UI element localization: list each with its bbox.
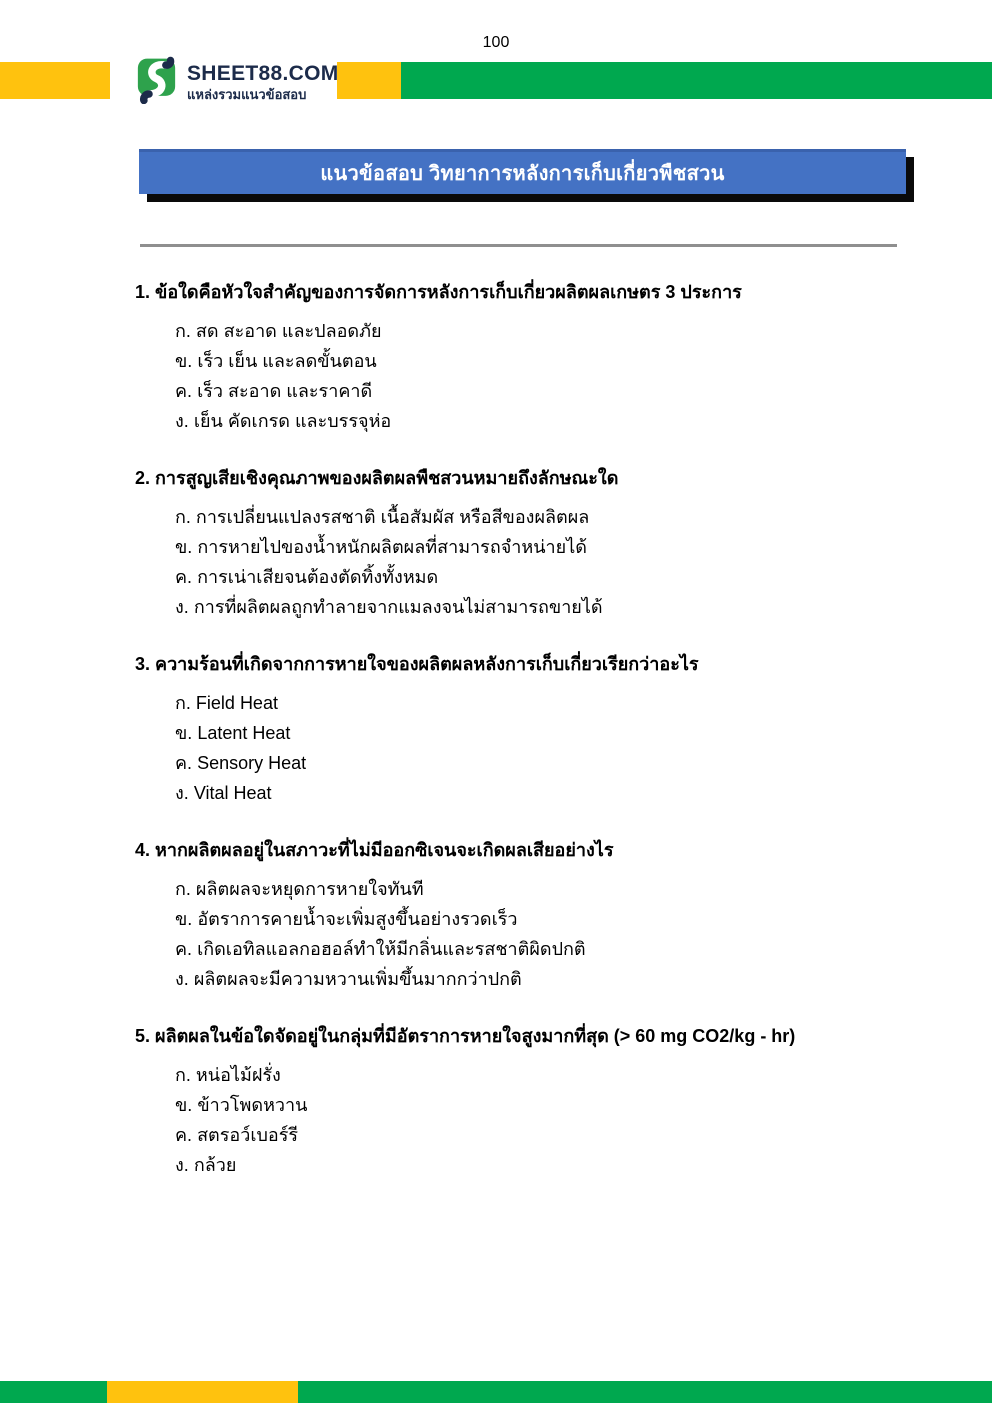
option-text: สตรอว์เบอร์รี bbox=[197, 1125, 299, 1145]
option-d bbox=[135, 964, 925, 994]
question-number: 4. bbox=[135, 840, 151, 860]
footer-green-bar-left bbox=[0, 1381, 107, 1403]
question-4 bbox=[135, 837, 925, 994]
option-c bbox=[135, 748, 925, 778]
option-d bbox=[135, 1150, 925, 1180]
option-c bbox=[135, 562, 925, 592]
question-heading bbox=[135, 465, 925, 491]
option-label: ก. bbox=[175, 321, 191, 341]
option-label: ง. bbox=[175, 597, 189, 617]
option-c bbox=[135, 1120, 925, 1150]
option-b bbox=[135, 346, 925, 376]
document-title: แนวข้อสอบ วิทยาการหลังการเก็บเกี่ยวพืชสวน bbox=[320, 163, 725, 185]
option-a bbox=[135, 688, 925, 718]
question-number: 1. bbox=[135, 282, 151, 302]
option-label: ค. bbox=[175, 1125, 193, 1145]
option-label: ง. bbox=[175, 783, 189, 803]
question-5 bbox=[135, 1023, 925, 1180]
option-label: ง. bbox=[175, 411, 189, 431]
page-number: 100 bbox=[482, 34, 510, 51]
question-number: 5. bbox=[135, 1026, 151, 1046]
option-label: ข. bbox=[175, 351, 193, 371]
option-b bbox=[135, 1090, 925, 1120]
option-label: ข. bbox=[175, 537, 193, 557]
question-heading bbox=[135, 279, 925, 305]
footer-green-bar-right bbox=[298, 1381, 992, 1403]
option-d bbox=[135, 592, 925, 622]
option-text: กล้วย bbox=[193, 1155, 237, 1175]
footer-yellow-bar bbox=[107, 1381, 298, 1403]
question-3 bbox=[135, 651, 925, 808]
option-text: การเปลี่ยนแปลงรสชาติ เนื้อสัมผัส หรือสีของผลิตผล bbox=[195, 507, 590, 527]
question-list bbox=[135, 279, 925, 1209]
option-label: ก. bbox=[175, 693, 191, 713]
option-text: การเน่าเสียจนต้องตัดทิ้งทั้งหมด bbox=[197, 567, 439, 587]
option-label: ค. bbox=[175, 381, 193, 401]
option-label: ข. bbox=[175, 1095, 193, 1115]
header-yellow-bar-left bbox=[0, 62, 110, 99]
header-green-bar bbox=[401, 62, 992, 99]
question-text: หากผลิตผลอยู่ในสภาวะที่ไม่มีออกซิเจนจะเกิดผลเสียอย่างไร bbox=[155, 840, 614, 860]
question-text: ความร้อนที่เกิดจากการหายใจของผลิตผลหลังการเก็บเกี่ยวเรียกว่าอะไร bbox=[155, 654, 699, 674]
option-text: สด สะอาด และปลอดภัย bbox=[195, 321, 382, 341]
question-text: ข้อใดคือหัวใจสำคัญของการจัดการหลังการเก็บเกี่ยวผลิตผลเกษตร 3 ประการ bbox=[155, 282, 742, 302]
option-b bbox=[135, 904, 925, 934]
option-text: เย็น คัดเกรด และบรรจุห่อ bbox=[193, 411, 392, 431]
option-text: Field Heat bbox=[195, 693, 278, 713]
question-text: ผลิตผลในข้อใดจัดอยู่ในกลุ่มที่มีอัตราการหายใจสูงมากที่สุด (> 60 mg CO2/kg - hr) bbox=[155, 1026, 796, 1046]
divider-rule bbox=[140, 244, 897, 247]
option-b bbox=[135, 718, 925, 748]
option-text: เร็ว เย็น และลดขั้นตอน bbox=[197, 351, 377, 371]
header-yellow-bar-mid bbox=[337, 62, 401, 99]
option-text: Sensory Heat bbox=[197, 753, 307, 773]
option-label: ค. bbox=[175, 753, 193, 773]
option-text: Latent Heat bbox=[197, 723, 291, 743]
option-text: ข้าวโพดหวาน bbox=[197, 1095, 308, 1115]
sheet88-logo bbox=[136, 56, 339, 109]
question-heading bbox=[135, 651, 925, 677]
option-label: ข. bbox=[175, 909, 193, 929]
option-text: การหายไปของน้ำหนักผลิตผลที่สามารถจำหน่ายได้ bbox=[197, 537, 587, 557]
question-1 bbox=[135, 279, 925, 436]
option-a bbox=[135, 502, 925, 532]
option-label: ข. bbox=[175, 723, 193, 743]
option-label: ก. bbox=[175, 879, 191, 899]
logo-tagline-text: แหล่งรวมแนวข้อสอบ bbox=[187, 87, 307, 103]
option-a bbox=[135, 874, 925, 904]
sheet88-s-ribbon-icon bbox=[136, 56, 177, 109]
option-c bbox=[135, 376, 925, 406]
logo-brand-text: SHEET88.COM bbox=[187, 62, 339, 86]
option-text: Vital Heat bbox=[193, 783, 272, 803]
title-banner bbox=[139, 149, 906, 194]
option-d bbox=[135, 778, 925, 808]
option-text: เกิดเอทิลแอลกอฮอล์ทำให้มีกลิ่นและรสชาติผิดปกติ bbox=[197, 939, 586, 959]
option-text: การที่ผลิตผลถูกทำลายจากแมลงจนไม่สามารถขายได้ bbox=[193, 597, 603, 617]
option-text: อัตราการคายน้ำจะเพิ่มสูงขึ้นอย่างรวดเร็ว bbox=[197, 909, 518, 929]
option-b bbox=[135, 532, 925, 562]
question-text: การสูญเสียเชิงคุณภาพของผลิตผลพืชสวนหมายถึงลักษณะใด bbox=[155, 468, 619, 488]
option-label: ง. bbox=[175, 1155, 189, 1175]
option-a bbox=[135, 316, 925, 346]
option-label: ก. bbox=[175, 507, 191, 527]
option-label: ค. bbox=[175, 939, 193, 959]
option-a bbox=[135, 1060, 925, 1090]
question-number: 2. bbox=[135, 468, 151, 488]
option-c bbox=[135, 934, 925, 964]
question-number: 3. bbox=[135, 654, 151, 674]
option-text: หน่อไม้ฝรั่ง bbox=[195, 1065, 281, 1085]
question-heading bbox=[135, 837, 925, 863]
question-heading bbox=[135, 1023, 925, 1049]
option-label: ค. bbox=[175, 567, 193, 587]
option-text: ผลิตผลจะหยุดการหายใจทันที bbox=[195, 879, 424, 899]
option-label: ก. bbox=[175, 1065, 191, 1085]
option-label: ง. bbox=[175, 969, 189, 989]
option-d bbox=[135, 406, 925, 436]
question-2 bbox=[135, 465, 925, 622]
option-text: เร็ว สะอาด และราคาดี bbox=[197, 381, 373, 401]
option-text: ผลิตผลจะมีความหวานเพิ่มขึ้นมากกว่าปกติ bbox=[193, 969, 522, 989]
